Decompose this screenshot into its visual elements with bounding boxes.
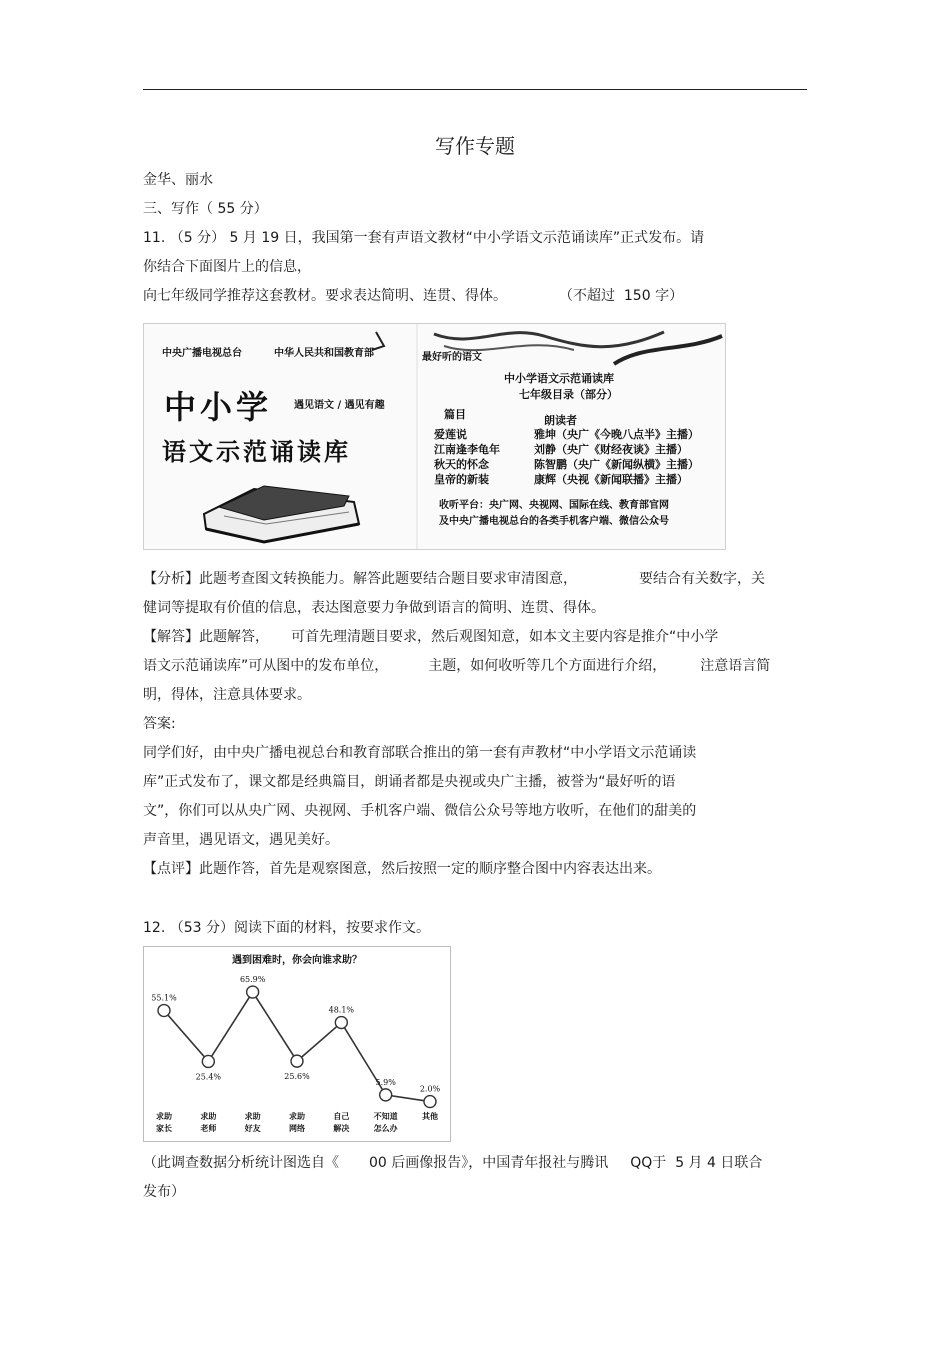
answer-line3: 文”，你们可以从央广网、央视网、手机客户端、微信公众号等地方收听，在他们的甜美的 (143, 803, 697, 819)
source-text-c: QQ于 5 月 4 日联合 (630, 1155, 763, 1171)
chart-data-label: 2.0% (419, 1084, 441, 1094)
chart-point (158, 1005, 170, 1017)
q12-line: 12. （53 分）阅读下面的材料，按要求作文。 (143, 920, 430, 936)
listen-platforms1: 收听平台：央广网、央视网、国际在线、教育部官网 (439, 500, 669, 511)
chart-category-label: 老师 (200, 1124, 217, 1133)
toc-col-item: 篇目 (444, 408, 466, 421)
toc-entry-item: 爱莲说 (434, 428, 467, 441)
survey-chart (143, 946, 451, 1142)
header-rule (143, 89, 807, 90)
poster-slogan: 遇见语文 / 遇见有趣 (294, 400, 385, 411)
source-line2: 发布） (143, 1184, 185, 1200)
chart-category-label: 求助 (244, 1112, 261, 1121)
solution-text2a: 语文示范诵读库”可从图中的发布单位， (143, 658, 389, 674)
chart-data-label: 48.1% (328, 1005, 355, 1015)
chart-category-label: 求助 (289, 1112, 305, 1121)
source-text-b: 00 后画像报告》，中国青年报社与腾讯 (369, 1155, 609, 1171)
chart-data-label: 55.1% (151, 993, 177, 1003)
toc-entry-item: 皇帝的新装 (434, 473, 489, 486)
poster-headline1: 中小学 (164, 388, 273, 426)
chart-canvas (144, 947, 450, 1141)
toc-entry-item: 江南逢李龟年 (434, 443, 500, 456)
analysis-text1b: 要结合有关数字，关 (639, 571, 765, 587)
solution-line3: 明，得体，注意具体要求。 (143, 687, 311, 703)
analysis-line2: 健词等提取有价值的信息，表达图意要力争做到语言的简明、连贯、得体。 (143, 600, 605, 616)
poster-headline2: 语文示范诵读库 (162, 437, 351, 466)
q11-line3-text: 向七年级同学推荐这套教材。要求表达简明、连贯、得体。 (143, 288, 507, 304)
analysis-text1: 【分析】此题考查图文转换能力。解答此题要结合题目要求审清图意， (143, 571, 577, 587)
source-text-a: （此调查数据分析统计图选自《 (143, 1155, 339, 1171)
chart-point (202, 1055, 214, 1067)
chart-category-label: 不知道 (373, 1112, 398, 1121)
q11-line2: 你结合下面图片上的信息， (143, 259, 311, 275)
section-heading: 三、写作（ 55 分） (143, 201, 268, 217)
solution-text1a: 【解答】此题解答， (143, 629, 269, 645)
chart-point (247, 986, 259, 998)
chart-category-label: 自己 (333, 1112, 350, 1121)
chart-data-label: 65.9% (239, 975, 266, 985)
chart-data-label: 25.6% (284, 1072, 310, 1082)
chart-point (291, 1055, 303, 1067)
chart-category-label: 怎么办 (373, 1124, 398, 1133)
q11-line3 (143, 287, 683, 305)
solution-text1b: 可首先理清题目要求，然后观图知意，如本文主要内容是推介“中小学 (291, 629, 719, 645)
poster-right-tag: 最好听的语文 (422, 352, 482, 363)
chart-point (380, 1089, 392, 1101)
page-title: 写作专题 (435, 134, 515, 158)
toc-entry-reader: 刘静（央广《财经夜谈》主播） (534, 443, 688, 456)
toc-col-reader: 朗读者 (544, 414, 577, 427)
chart-data-label: 5.9% (375, 1077, 396, 1087)
listen-platforms2: 及中央广播电视总台的各类手机客户端、微信公众号 (439, 516, 669, 527)
chart-category-label: 求助 (200, 1112, 217, 1121)
chart-category-label: 家长 (156, 1124, 172, 1133)
chart-category-label: 其他 (422, 1112, 438, 1121)
q11-word-limit: （不超过 150 字） (559, 288, 684, 304)
solution-line2 (143, 657, 770, 675)
poster-image (143, 323, 726, 550)
chart-category-label: 解决 (333, 1124, 350, 1133)
poster-org1: 中央广播电视总台 (162, 348, 242, 359)
q11-line1: 11. （5 分） 5 月 19 日，我国第一套有声语文教材“中小学语文示范诵读库”正式发布。请 (143, 230, 705, 246)
chart-point (335, 1017, 347, 1029)
chart-category-label: 好友 (244, 1124, 261, 1133)
chart-point (424, 1096, 436, 1108)
chart-title: 遇到困难时，你会向谁求助？ (232, 955, 362, 966)
toc-title1: 中小学语文示范诵读库 (504, 372, 614, 385)
region-line: 金华、丽水 (143, 172, 213, 188)
solution-text2b: 主题，如何收听等几个方面进行介绍， (428, 658, 667, 674)
chart-category-label: 网络 (289, 1124, 305, 1133)
toc-title2: 七年级目录（部分） (519, 388, 618, 401)
comment-line: 【点评】此题作答，首先是观察图意，然后按照一定的顺序整合图中内容表达出来。 (143, 861, 661, 877)
source-line1 (143, 1154, 762, 1172)
toc-entry-reader: 康辉（央视《新闻联播》主播） (534, 473, 688, 486)
chart-category-label: 求助 (156, 1112, 172, 1121)
chart-data-label: 25.4% (195, 1072, 222, 1082)
answer-line2: 库”正式发布了，课文都是经典篇目，朗诵者都是央视或央广主播，被誉为“最好听的语 (143, 774, 676, 790)
answer-label: 答案: (143, 716, 176, 732)
book-illustration (204, 486, 359, 542)
poster-org2: 中华人民共和国教育部 (274, 348, 374, 359)
answer-line1: 同学们好，由中央广播电视总台和教育部联合推出的第一套有声教材“中小学语文示范诵读 (143, 745, 697, 761)
solution-line1 (143, 628, 718, 646)
solution-text2c: 注意语言简 (700, 658, 771, 674)
toc-entry-reader: 陈智鹏（央广《新闻纵横》主播） (534, 458, 699, 471)
toc-entry-item: 秋天的怀念 (434, 458, 489, 471)
analysis-line1 (143, 570, 765, 588)
poster-divider (416, 324, 418, 550)
toc-entry-reader: 雅坤（央广《今晚八点半》主播） (534, 428, 699, 441)
answer-line4: 声音里，遇见语文，遇见美好。 (143, 832, 339, 848)
